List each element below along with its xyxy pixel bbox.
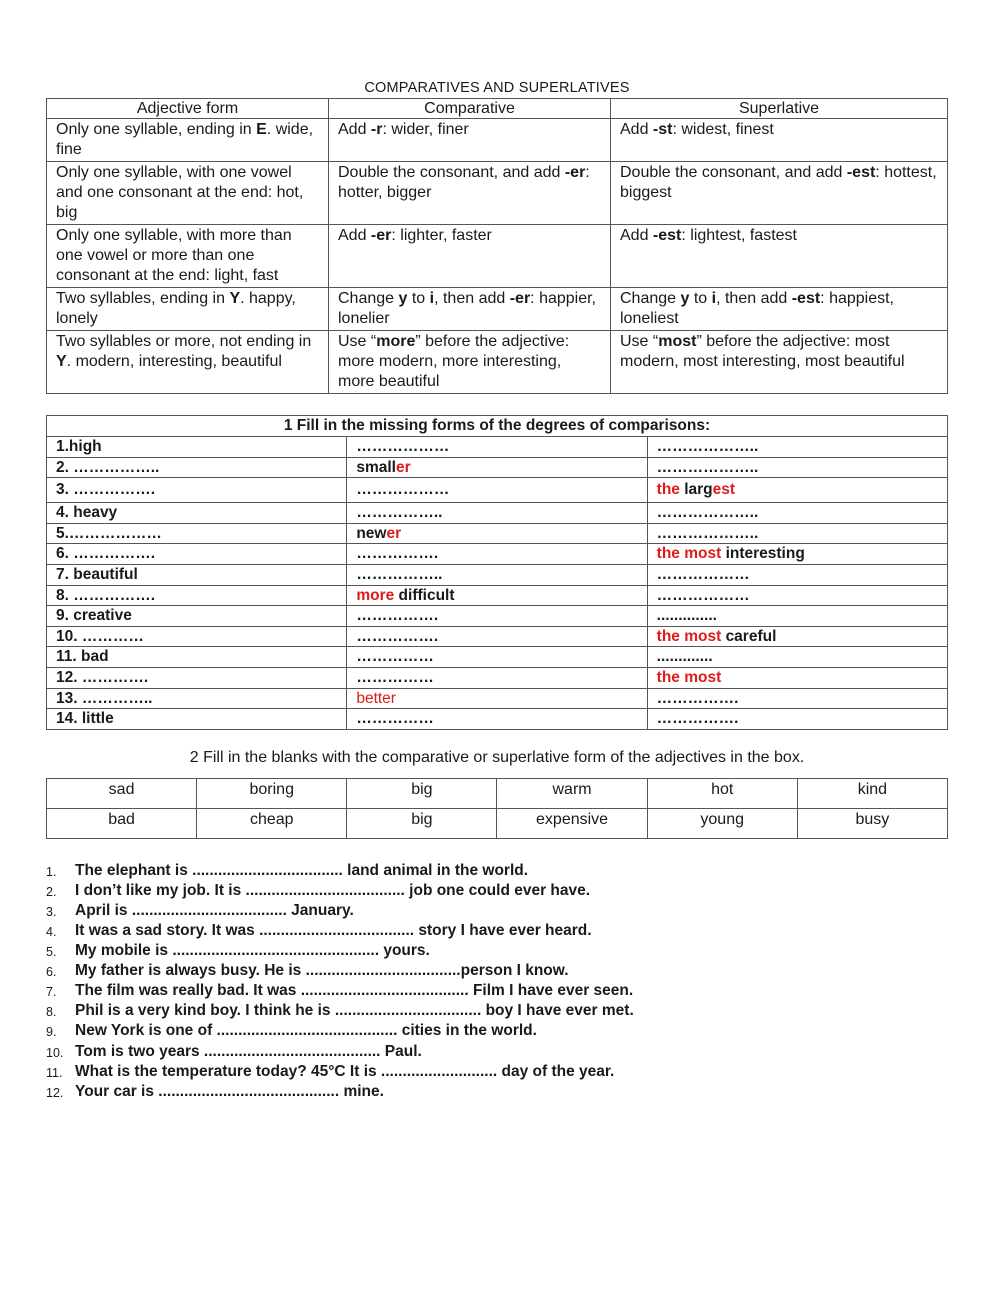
bold-text: Y [56, 353, 67, 370]
red-answer-text: er [395, 458, 411, 476]
text-run: Add [620, 227, 653, 244]
sentence-item [46, 1001, 948, 1021]
exercise1-row [47, 688, 948, 709]
text-run: Double the consonant, and add [620, 164, 847, 181]
bold-text: E [256, 121, 267, 138]
exercise1-cell-c [647, 544, 947, 565]
bold-text: y [680, 290, 690, 307]
sentence-list [46, 861, 948, 1102]
sentence-number: 9. [46, 1025, 57, 1040]
exercise1-cell-b [347, 647, 647, 668]
rules-cell-sup [611, 119, 948, 162]
text-run: …………… [356, 710, 434, 728]
word-box-cell: young [647, 808, 797, 838]
text-run: interesting [725, 545, 805, 563]
text-run: difficult [398, 586, 455, 604]
bold-text: -st [652, 121, 673, 138]
sentence-item [46, 881, 948, 901]
text-run: …………….. [356, 504, 443, 522]
rules-cell-sup [611, 162, 948, 225]
sentence-item [46, 1021, 948, 1041]
exercise1-cell-b [347, 457, 647, 478]
exercise1-row [47, 437, 948, 458]
text-run: , then add [716, 290, 792, 307]
word-box-cell: sad [47, 778, 197, 808]
text-run: small [356, 458, 396, 476]
bold-text: more [376, 333, 416, 350]
word-box-row [47, 808, 948, 838]
exercise1-row [47, 647, 948, 668]
exercise1-cell-b [347, 709, 647, 730]
text-run: .............. [656, 607, 717, 625]
exercise1-cell-c [647, 564, 947, 585]
text-run: ……………… [356, 481, 450, 499]
text-run: ……………….. [656, 524, 759, 542]
exercise1-cell-b [347, 503, 647, 524]
sentence-text: Phil is a very kind boy. I think he is .................................. boy I have ever met. [75, 1002, 634, 1020]
exercise1-cell-a [47, 585, 347, 606]
sentence-text: What is the temperature today? 45°C It is ........................... day of the year. [75, 1062, 615, 1080]
word-box-cell: expensive [497, 808, 647, 838]
text-run: Add [620, 121, 653, 138]
sentence-item [46, 1042, 948, 1062]
rules-row [47, 225, 948, 288]
text-run: 12. …………. [56, 668, 149, 686]
word-box-cell: boring [197, 778, 347, 808]
exercise1-row [47, 626, 948, 647]
exercise1-row [47, 457, 948, 478]
exercise1-cell-c [647, 585, 947, 606]
sentence-text: My father is always busy. He is ....................................person I know. [75, 962, 569, 980]
exercise1-cell-c [647, 503, 947, 524]
exercise1-cell-a [47, 667, 347, 688]
exercise1-cell-b [347, 585, 647, 606]
text-run: Use “ [338, 333, 377, 350]
exercise1-row [47, 606, 948, 627]
rules-cell-sup [611, 225, 948, 288]
text-run: 9. creative [56, 607, 132, 625]
exercise1-cell-a [47, 523, 347, 544]
sentence-item [46, 901, 948, 921]
text-run: ……………. [656, 689, 739, 707]
exercise1-cell-c [647, 606, 947, 627]
bold-text: -est [652, 227, 682, 244]
text-run: ……………. [656, 710, 739, 728]
text-run: 1.high [56, 438, 102, 455]
red-answer-text: better [356, 689, 396, 707]
exercise1-cell-b [347, 544, 647, 565]
text-run: ” before the adjective: more modern, more interesting, more beautiful [338, 333, 570, 390]
exercise1-row [47, 667, 948, 688]
word-box-cell: busy [797, 808, 947, 838]
sentence-text: Tom is two years ......................................... Paul. [75, 1042, 422, 1060]
text-run: : wider, finer [382, 121, 469, 138]
exercise1-cell-a [47, 564, 347, 585]
bold-text: Y [229, 290, 241, 307]
text-run: . wide, fine [56, 121, 314, 158]
sentence-text: Your car is .......................................... mine. [75, 1082, 384, 1100]
exercise1-table [46, 415, 948, 730]
word-box-cell: warm [497, 778, 647, 808]
text-run: …………… [356, 648, 434, 666]
text-run: 10. ………… [56, 627, 144, 645]
exercise1-cell-a [47, 626, 347, 647]
rules-cell-comp [329, 119, 611, 162]
sentence-item [46, 921, 948, 941]
text-run: to [689, 290, 712, 307]
text-run: ……………… [656, 586, 750, 604]
sentence-text: April is .................................... January. [75, 901, 354, 919]
sentence-number: 7. [46, 985, 57, 1000]
text-run: ……………….. [656, 458, 759, 476]
text-run: : hotter, bigger [338, 164, 590, 201]
header-adjective-form: Adjective form [47, 99, 329, 119]
bold-text: most [658, 333, 697, 350]
page-title: COMPARATIVES AND SUPERLATIVES [364, 80, 630, 96]
bold-text: -er [370, 227, 392, 244]
rules-cell-comp [329, 288, 611, 331]
sentence-number: 11. [46, 1065, 63, 1080]
sentence-item [46, 941, 948, 961]
bold-text: y [398, 290, 408, 307]
exercise1-cell-c [647, 709, 947, 730]
text-run: to [407, 290, 430, 307]
text-run: ……………. [356, 607, 439, 625]
word-box-cell: big [347, 808, 497, 838]
text-run: ……………. [356, 545, 439, 563]
rules-row [47, 331, 948, 394]
text-run: ……………. [356, 627, 439, 645]
exercise1-cell-b [347, 688, 647, 709]
text-run: ……………… [356, 438, 450, 455]
text-run: 8. ……………. [56, 586, 156, 604]
header-superlative: Superlative [611, 99, 948, 119]
text-run: Use “ [620, 333, 659, 350]
exercise1-cell-a [47, 606, 347, 627]
rules-cell-form [47, 225, 329, 288]
sentence-item [46, 1062, 948, 1082]
worksheet [46, 78, 948, 1102]
exercise1-cell-b [347, 606, 647, 627]
text-run: …………….. [356, 565, 443, 583]
sentence-text: New York is one of .......................................... cities in the world. [75, 1022, 537, 1040]
exercise1-cell-a [47, 478, 347, 503]
text-run: Only one syllable, ending in [56, 121, 257, 138]
exercise1-cell-a [47, 647, 347, 668]
exercise1-cell-b [347, 626, 647, 647]
text-run: : widest, finest [672, 121, 774, 138]
exercise1-cell-c [647, 457, 947, 478]
sentence-text: It was a sad story. It was .................................... story I have ever heard. [75, 922, 592, 939]
exercise1-cell-c [647, 667, 947, 688]
text-run: : hottest, biggest [620, 164, 937, 201]
exercise1-cell-b [347, 523, 647, 544]
rules-row [47, 119, 948, 162]
sentence-number: 5. [46, 945, 57, 960]
bold-text: i [711, 290, 717, 307]
rules-cell-comp [329, 331, 611, 394]
exercise1-row [47, 503, 948, 524]
text-run: new [356, 524, 387, 542]
text-run: Change [338, 290, 399, 307]
text-run: ……………….. [656, 438, 759, 455]
text-run: : happiest, loneliest [620, 290, 894, 327]
red-answer-text: the most [656, 627, 726, 645]
text-run: 4. heavy [56, 504, 118, 522]
sentence-item [46, 981, 948, 1001]
sentence-text: The elephant is ................................... land animal in the world. [75, 861, 529, 879]
sentence-number: 2. [46, 884, 57, 899]
text-run: larg [684, 481, 713, 499]
exercise1-row [47, 564, 948, 585]
word-box-cell: kind [797, 778, 947, 808]
rules-cell-form [47, 119, 329, 162]
word-box-cell: cheap [197, 808, 347, 838]
exercise1-cell-c [647, 437, 947, 458]
text-run: Add [338, 227, 371, 244]
exercise1-row [47, 709, 948, 730]
exercise1-cell-b [347, 564, 647, 585]
exercise2-heading: 2 Fill in the blanks with the comparative or superlative form of the adjectives in the box. [189, 748, 805, 766]
rules-cell-sup [611, 288, 948, 331]
text-run: Add [338, 121, 371, 138]
text-run: 3. ……………. [56, 481, 156, 499]
header-comparative: Comparative [329, 99, 611, 119]
text-run: 6. ……………. [56, 545, 156, 563]
sentence-number: 3. [46, 904, 57, 919]
bold-text: i [429, 290, 435, 307]
sentence-number: 8. [46, 1005, 57, 1020]
red-answer-text: the [656, 481, 685, 499]
rules-cell-form [47, 331, 329, 394]
sentence-number: 1. [46, 864, 57, 879]
sentence-number: 10. [46, 1045, 64, 1060]
rules-cell-form [47, 288, 329, 331]
red-answer-text: more [356, 586, 399, 604]
sentence-item [46, 1082, 948, 1102]
sentence-number: 4. [46, 925, 57, 939]
sentence-item [46, 861, 948, 881]
text-run: ” before the adjective: most modern, most interesting, most beautiful [620, 333, 905, 370]
exercise1-heading-row [47, 416, 948, 437]
rules-cell-comp [329, 225, 611, 288]
text-run: 7. beautiful [56, 565, 138, 583]
word-box-cell: hot [647, 778, 797, 808]
text-run: 2. …………….. [56, 458, 160, 476]
sentence-item [46, 961, 948, 981]
bold-text: -er [509, 290, 531, 307]
text-run: : lighter, faster [391, 227, 492, 244]
text-run: : lightest, fastest [681, 227, 797, 244]
exercise1-cell-c [647, 478, 947, 503]
text-run: ............. [656, 648, 713, 666]
text-run: 11. bad [56, 648, 109, 666]
rules-cell-comp [329, 162, 611, 225]
text-run: Double the consonant, and add [338, 164, 565, 181]
red-answer-text: est [712, 481, 736, 499]
exercise1-cell-a [47, 709, 347, 730]
sentence-number: 12. [46, 1085, 64, 1100]
bold-text: -r [370, 121, 383, 138]
exercise1-row [47, 478, 948, 503]
exercise1-cell-b [347, 437, 647, 458]
rules-cell-sup [611, 331, 948, 394]
text-run: . happy, lonely [56, 290, 296, 327]
rules-cell-form [47, 162, 329, 225]
exercise1-cell-b [347, 667, 647, 688]
text-run: 13. ………….. [56, 689, 153, 707]
text-run: ……………… [656, 565, 750, 583]
exercise1-cell-c [647, 626, 947, 647]
exercise1-cell-a [47, 688, 347, 709]
word-box-row [47, 778, 948, 808]
text-run: , then add [434, 290, 510, 307]
sentence-text: I don’t like my job. It is ..................................... job one could ever have. [75, 881, 591, 899]
sentence-number: 6. [46, 965, 57, 980]
red-answer-text: the most [656, 545, 726, 563]
exercise1-cell-b [347, 478, 647, 503]
text-run: 5.……………… [56, 524, 162, 542]
text-run: . modern, interesting, beautiful [66, 353, 282, 370]
text-run: ……………….. [656, 504, 759, 522]
exercise1-cell-c [647, 688, 947, 709]
rules-row [47, 288, 948, 331]
sentence-text: The film was really bad. It was ....................................... Film I have ever seen. [75, 982, 634, 1000]
sentence-text: My mobile is ................................................ yours. [75, 942, 430, 960]
text-run: 14. little [56, 710, 114, 728]
rules-row [47, 162, 948, 225]
text-run: Two syllables or more, not ending in [56, 333, 312, 350]
rules-header-row [47, 99, 948, 119]
word-box-cell: big [347, 778, 497, 808]
text-run: Only one syllable, with one vowel and one consonant at the end: hot, big [56, 164, 304, 221]
exercise1-cell-c [647, 523, 947, 544]
exercise1-heading: 1 Fill in the missing forms of the degrees of comparisons: [47, 416, 948, 437]
rules-table [46, 98, 948, 394]
text-run: Two syllables, ending in [56, 290, 230, 307]
word-box [46, 778, 948, 839]
exercise1-cell-a [47, 544, 347, 565]
text-run: Change [620, 290, 681, 307]
bold-text: -est [791, 290, 821, 307]
exercise1-row [47, 585, 948, 606]
text-run: …………… [356, 668, 434, 686]
red-answer-text: the most [656, 668, 722, 686]
bold-text: -est [846, 164, 876, 181]
exercise1-cell-c [647, 647, 947, 668]
text-run: : happier, lonelier [338, 290, 596, 327]
red-answer-text: er [386, 524, 402, 542]
exercise1-row [47, 544, 948, 565]
bold-text: -er [564, 164, 586, 181]
exercise1-cell-a [47, 503, 347, 524]
exercise1-cell-a [47, 457, 347, 478]
exercise1-row [47, 523, 948, 544]
text-run: Only one syllable, with more than one vowel or more than one consonant at the end: light, fast [56, 227, 292, 284]
exercise1-cell-a [47, 437, 347, 458]
text-run: careful [725, 627, 777, 645]
word-box-cell: bad [47, 808, 197, 838]
